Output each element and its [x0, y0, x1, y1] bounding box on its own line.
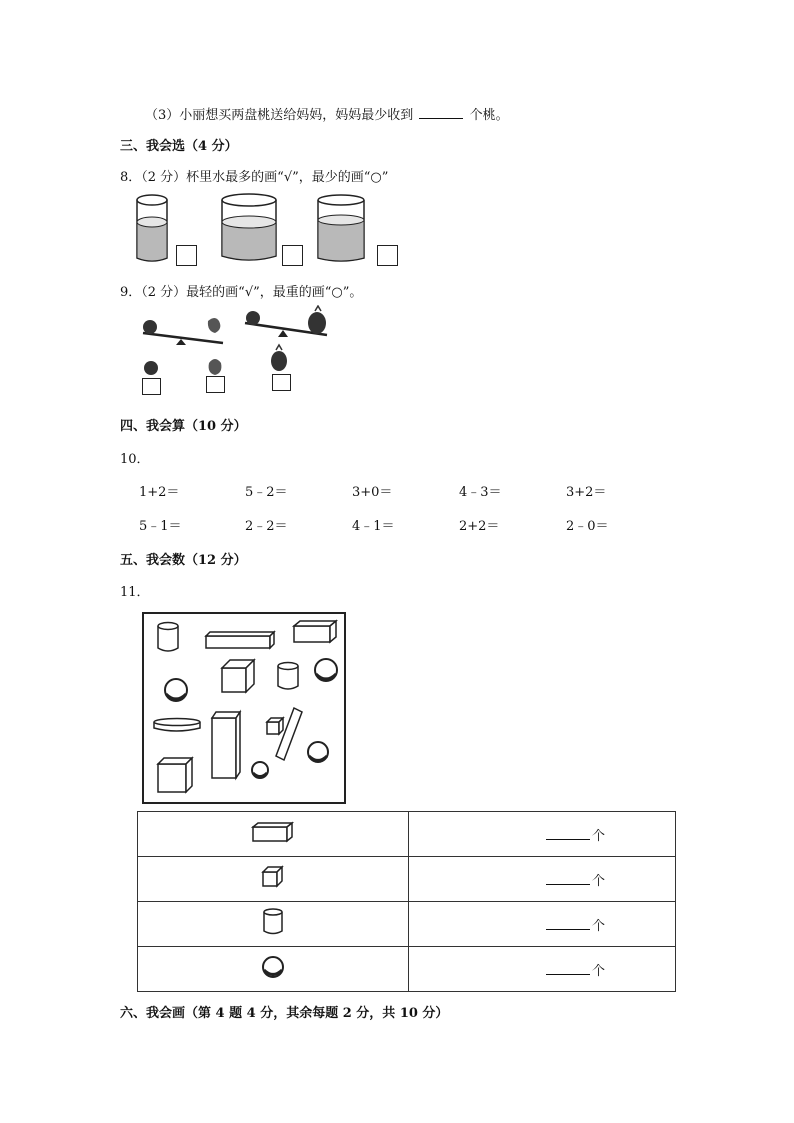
pear-icon [209, 359, 222, 375]
question-3-sub [145, 104, 509, 123]
apple-answer-box[interactable] [142, 378, 161, 395]
equation: 4﹣1＝ [352, 519, 395, 534]
count-blank[interactable] [546, 917, 590, 930]
unit-label: 个 [592, 963, 606, 979]
shapes-picture [142, 612, 346, 804]
cylinder-icon [158, 623, 178, 652]
unit-label: 个 [592, 873, 606, 889]
balance-figure [135, 305, 345, 400]
count-blank[interactable] [546, 962, 590, 975]
sphere-icon [252, 762, 268, 778]
cylinder-icon [278, 663, 298, 690]
question-9-text: 9．（2 分）最轻的画“√”，最重的画“○”。 [120, 285, 363, 300]
cube-icon [267, 718, 283, 734]
question-3-suffix: 个桃。 [469, 108, 509, 123]
unit-label: 个 [592, 918, 606, 934]
equation: 2﹣2＝ [245, 519, 288, 534]
section-3-title: 三、我会选（4 分） [120, 139, 238, 154]
seesaw-2-icon [245, 306, 327, 337]
equation: 3+2＝ [566, 485, 607, 500]
cup-2-answer-box[interactable] [282, 245, 303, 266]
pineapple-icon [271, 351, 287, 371]
table-row [138, 812, 676, 857]
cuboid-icon [294, 621, 336, 642]
count-blank[interactable] [546, 827, 590, 840]
question-8-text: 8．（2 分）杯里水最多的画“√”，最少的画“○” [120, 170, 389, 185]
pear-answer-box[interactable] [206, 376, 225, 393]
cube-icon [261, 865, 285, 889]
cup-3-icon [318, 195, 364, 261]
answer-blank[interactable] [419, 106, 463, 119]
table-row [138, 857, 676, 902]
equation: 2﹣0＝ [566, 519, 609, 534]
sphere-icon [308, 742, 328, 762]
cylinder-icon [261, 907, 285, 937]
cuboid-icon [251, 820, 295, 844]
equation: 3+0＝ [352, 485, 393, 500]
equation: 5﹣2＝ [245, 485, 288, 500]
sphere-icon [260, 955, 286, 979]
sphere-icon [315, 659, 337, 681]
cube-icon [222, 660, 254, 692]
equation: 5﹣1＝ [139, 519, 182, 534]
cup-1-answer-box[interactable] [176, 245, 197, 266]
cylinder-icon [154, 719, 200, 732]
cup-3-answer-box[interactable] [377, 245, 398, 266]
question-11-number: 11． [120, 585, 150, 600]
question-10-number: 10． [120, 452, 150, 467]
pineapple-answer-box[interactable] [272, 374, 291, 391]
cuboid-icon [206, 632, 274, 648]
cube-icon [158, 758, 192, 792]
equation: 2+2＝ [459, 519, 500, 534]
cup-1-icon [137, 195, 167, 261]
water-cups-figure [130, 190, 410, 270]
table-row [138, 947, 676, 992]
table-row [138, 902, 676, 947]
seesaw-1-icon [143, 318, 223, 345]
shapes-illustration [144, 614, 344, 802]
section-4-title: 四、我会算（10 分） [120, 419, 247, 434]
section-6-title: 六、我会画（第 4 题 4 分，其余每题 2 分，共 10 分） [120, 1006, 449, 1021]
sphere-icon [165, 679, 187, 701]
shape-count-table [137, 811, 676, 992]
section-5-title: 五、我会数（12 分） [120, 553, 247, 568]
unit-label: 个 [592, 828, 606, 844]
equation: 1+2＝ [139, 485, 180, 500]
count-blank[interactable] [546, 872, 590, 885]
apple-icon [144, 361, 158, 375]
cup-2-icon [222, 194, 276, 260]
cuboid-icon [212, 712, 240, 778]
question-3-prefix: （3）小丽想买两盘桃送给妈妈，妈妈最少收到 [145, 108, 414, 123]
equation: 4﹣3＝ [459, 485, 502, 500]
